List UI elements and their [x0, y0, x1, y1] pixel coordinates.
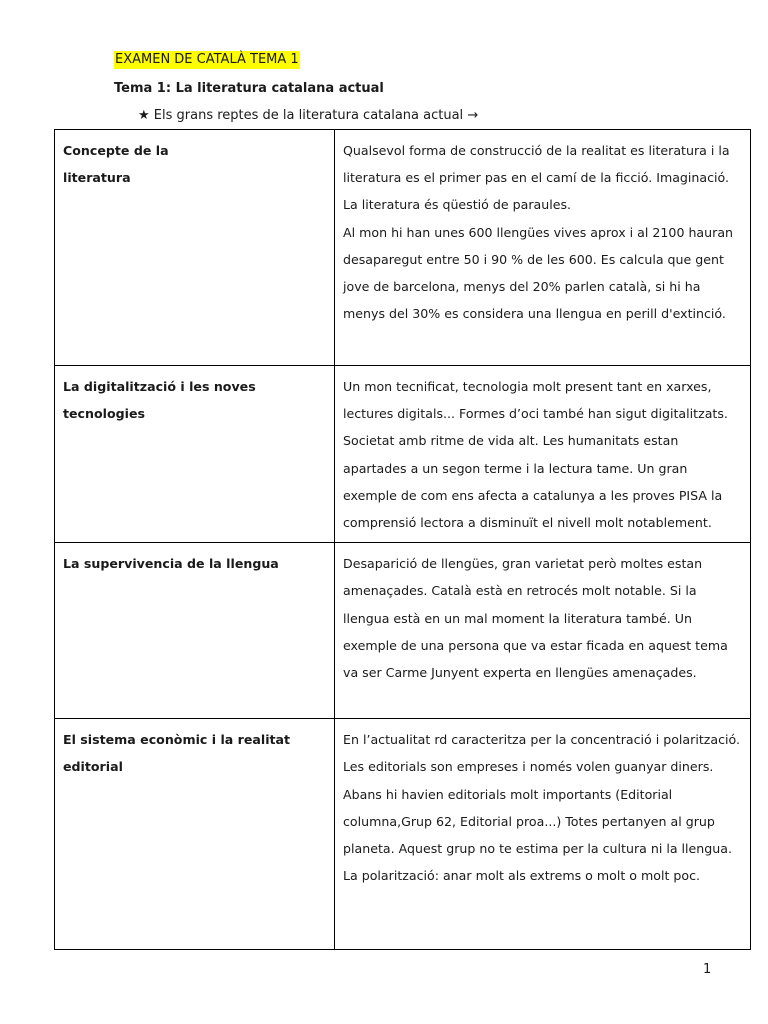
- content-paragraph: Qualsevol forma de construcció de la realitat es literatura i la literatura es el primer pas en el camí de la ficció. Imaginació.: [343, 143, 730, 186]
- content-cell: [335, 130, 751, 366]
- table-row: [55, 130, 751, 366]
- topic-cell: [55, 366, 335, 543]
- topics-table: [54, 129, 751, 950]
- content-cell: [335, 719, 751, 950]
- topic-title: Tema 1: La literatura catalana actual: [114, 81, 384, 96]
- page-number: 1: [703, 962, 712, 977]
- topic-cell: [55, 543, 335, 719]
- topic-cell: [55, 130, 335, 366]
- content-paragraph: En l’actualitat rd caracteritza per la concentració i polarització. Les editorials son empreses i només volen guanyar diners. Abans hi havien editorials molt importants (Editorial columna,Grup 62, Editorial proa...) Totes pertanyen al grup planeta. Aquest grup no te estima per la cultura ni la llengua.: [343, 732, 741, 857]
- table-row: [55, 543, 751, 719]
- exam-title: EXAMEN DE CATALÀ TEMA 1: [115, 52, 299, 67]
- topic-label: Concepte de la: [63, 143, 169, 158]
- star-icon: ★: [138, 108, 150, 123]
- topic-label: editorial: [63, 759, 123, 775]
- content-paragraph: Al mon hi han unes 600 llengües vives aprox i al 2100 hauran desaparegut entre 50 i 90 % de les 600. Es calcula que gent jove de barcelona, menys del 20% parlen català, si hi ha menys del 30% es considera una llengua en perill d'extinció.: [343, 224, 734, 322]
- content-paragraph: Un mon tecnificat, tecnologia molt present tant en xarxes, lectures digitals... Formes d’oci també han sigut digitalitzats. Societat amb ritme de vida alt. Les humanitats estan apartades a un segon terme i la lectura tame. Un gran exemple de com ens afecta a catalunya a les proves PISA la comprensió lectora a disminuït el nivell molt notablement.: [343, 379, 728, 531]
- content-cell: [335, 543, 751, 719]
- content-paragraph: La polarització: anar molt als extrems o molt o molt poc.: [343, 868, 701, 884]
- topic-label: El sistema econòmic i la realitat: [63, 732, 291, 748]
- topic-label: La digitalització i les noves tecnologies: [63, 379, 256, 422]
- bullet-text: Els grans reptes de la literatura catalana actual: [153, 108, 464, 123]
- content-paragraph: La literatura és qüestió de paraules.: [343, 197, 572, 213]
- table-row: [55, 719, 751, 950]
- content-cell: [335, 366, 751, 543]
- arrow-right-icon: →: [467, 108, 479, 123]
- topic-label: La supervivencia de la llengua: [63, 556, 279, 572]
- bullet-line: [138, 107, 478, 125]
- content-paragraph: Desaparició de llengües, gran varietat però moltes estan amenaçades. Català està en retrocés molt notable. Si la llengua està en un mal moment la literatura també. Un exemple de una persona que va estar ficada en aquest tema va ser Carme Junyent experta en llengües amenaçades.: [343, 556, 728, 681]
- topic-label: literatura: [63, 170, 131, 186]
- topic-cell: [55, 719, 335, 950]
- table-row: [55, 366, 751, 543]
